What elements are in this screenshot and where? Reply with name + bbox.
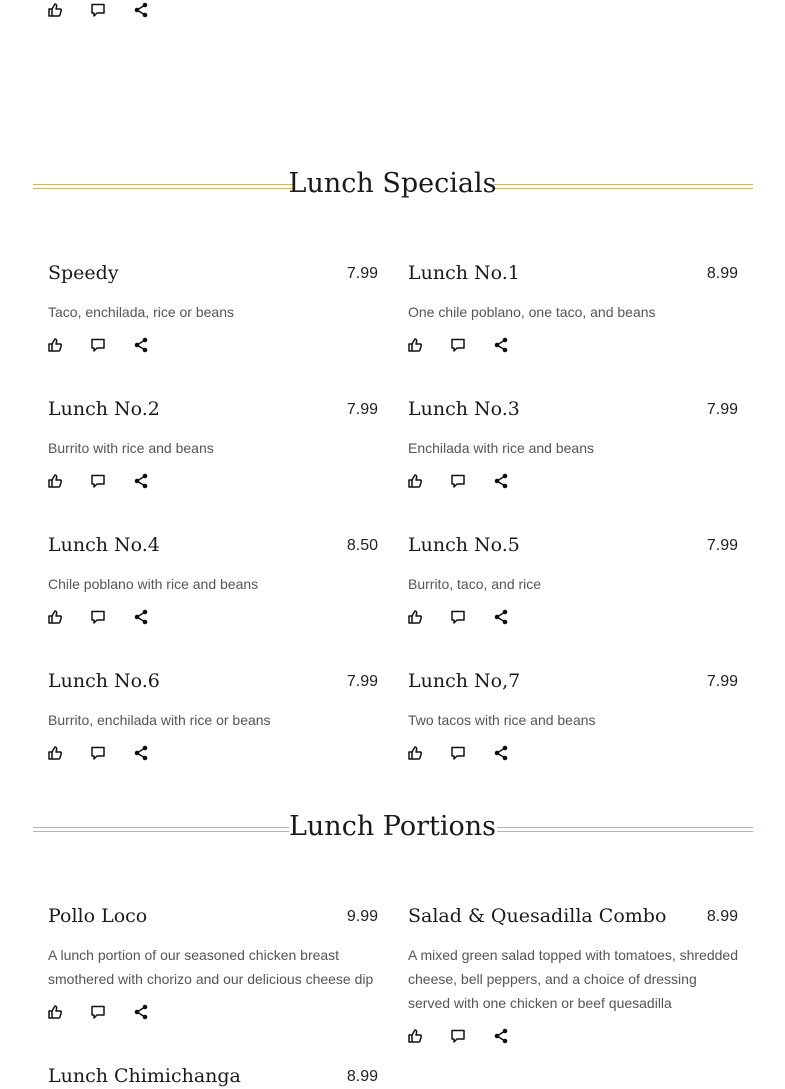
item-price: 8.99 (706, 265, 738, 282)
item-price: 7.99 (346, 265, 378, 282)
item-price: 7.99 (346, 401, 378, 418)
section-title: Lunch Portions (288, 811, 497, 842)
like-button[interactable] (405, 743, 425, 763)
item-description: A lunch portion of our seasoned chicken breast smothered with chorizo and our delicious cheese dip (48, 947, 374, 987)
item-price: 7.99 (346, 673, 378, 690)
item-actions (405, 471, 511, 491)
item-name: Lunch Chimichanga (48, 1065, 241, 1087)
thumbs-up-icon (407, 1028, 423, 1044)
share-icon (493, 473, 509, 489)
section-header-lunch-specials (0, 166, 785, 202)
share-button[interactable] (491, 471, 511, 491)
share-button[interactable] (491, 335, 511, 355)
like-button[interactable] (45, 335, 65, 355)
item-name: Lunch No.4 (48, 534, 160, 556)
share-button[interactable] (491, 607, 511, 627)
share-icon (493, 1028, 509, 1044)
comment-button[interactable] (88, 743, 108, 763)
share-icon (133, 337, 149, 353)
comment-icon (90, 2, 106, 18)
item-description: One chile poblano, one taco, and beans (408, 304, 656, 320)
item-price: 7.99 (706, 537, 738, 554)
comment-button[interactable] (88, 1002, 108, 1022)
like-button[interactable] (45, 607, 65, 627)
item-actions (405, 743, 511, 763)
thumbs-up-icon (407, 609, 423, 625)
share-button[interactable] (131, 335, 151, 355)
item-actions (405, 335, 511, 355)
comment-button[interactable] (448, 1026, 468, 1046)
item-actions (45, 607, 151, 627)
item-description: Burrito with rice and beans (48, 440, 214, 456)
section-header-lunch-portions (0, 809, 785, 845)
section-title: Lunch Specials (288, 168, 497, 199)
comment-icon (90, 609, 106, 625)
item-actions (45, 743, 151, 763)
comment-icon (450, 473, 466, 489)
thumbs-up-icon (407, 337, 423, 353)
share-button[interactable] (131, 1002, 151, 1022)
comment-button[interactable] (88, 335, 108, 355)
thumbs-up-icon (407, 473, 423, 489)
item-name: Lunch No.2 (48, 398, 160, 420)
item-name: Lunch No.3 (408, 398, 520, 420)
thumbs-up-icon (47, 473, 63, 489)
share-button[interactable] (491, 1026, 511, 1046)
comment-icon (450, 745, 466, 761)
comment-button[interactable] (448, 607, 468, 627)
share-button[interactable] (491, 743, 511, 763)
share-icon (133, 2, 149, 18)
thumbs-up-icon (47, 2, 63, 18)
comment-icon (90, 337, 106, 353)
item-description: Enchilada with rice and beans (408, 440, 595, 456)
like-button[interactable] (405, 335, 425, 355)
item-price: 8.99 (706, 908, 738, 925)
item-price: 7.99 (706, 673, 738, 690)
item-actions (45, 335, 151, 355)
item-price: 8.99 (346, 1068, 378, 1085)
like-button[interactable] (45, 0, 65, 20)
comment-button[interactable] (448, 471, 468, 491)
comment-icon (90, 745, 106, 761)
share-icon (133, 473, 149, 489)
item-description: Chile poblano with rice and beans (48, 576, 259, 592)
item-description: Burrito, taco, and rice (408, 576, 542, 592)
like-button[interactable] (45, 743, 65, 763)
like-button[interactable] (405, 1026, 425, 1046)
item-actions (405, 1026, 511, 1046)
thumbs-up-icon (407, 745, 423, 761)
thumbs-up-icon (47, 337, 63, 353)
item-actions-top (45, 0, 151, 20)
item-name: Pollo Loco (48, 905, 148, 927)
comment-icon (450, 609, 466, 625)
item-name: Speedy (48, 262, 119, 284)
share-icon (133, 609, 149, 625)
item-actions (45, 471, 151, 491)
item-name: Lunch No,7 (408, 670, 521, 692)
like-button[interactable] (405, 607, 425, 627)
item-name: Lunch No.6 (48, 670, 160, 692)
item-price: 7.99 (706, 401, 738, 418)
share-button[interactable] (131, 743, 151, 763)
item-name: Lunch No.1 (408, 262, 520, 284)
item-description: Burrito, enchilada with rice or beans (48, 712, 271, 728)
comment-icon (450, 337, 466, 353)
item-name: Lunch No.5 (408, 534, 520, 556)
thumbs-up-icon (47, 609, 63, 625)
share-button[interactable] (131, 0, 151, 20)
item-price: 9.99 (346, 908, 378, 925)
item-actions (405, 607, 511, 627)
item-description: Two tacos with rice and beans (408, 712, 596, 728)
comment-icon (90, 1004, 106, 1020)
comment-icon (450, 1028, 466, 1044)
share-button[interactable] (131, 471, 151, 491)
comment-button[interactable] (88, 0, 108, 20)
thumbs-up-icon (47, 1004, 63, 1020)
item-name: Salad & Quesadilla Combo (408, 905, 667, 927)
comment-button[interactable] (88, 607, 108, 627)
item-price: 8.50 (346, 537, 378, 554)
comment-button[interactable] (88, 471, 108, 491)
like-button[interactable] (45, 1002, 65, 1022)
item-actions (45, 1002, 151, 1022)
like-button[interactable] (45, 471, 65, 491)
item-description: A mixed green salad topped with tomatoes, shredded cheese, bell peppers, and a choice of dressing served with one chicken or beef quesadilla (408, 947, 738, 1011)
share-icon (133, 1004, 149, 1020)
share-button[interactable] (131, 607, 151, 627)
thumbs-up-icon (47, 745, 63, 761)
share-icon (493, 337, 509, 353)
comment-button[interactable] (448, 335, 468, 355)
share-icon (493, 745, 509, 761)
share-icon (493, 609, 509, 625)
comment-icon (90, 473, 106, 489)
share-icon (133, 745, 149, 761)
item-description: Taco, enchilada, rice or beans (48, 304, 234, 320)
comment-button[interactable] (448, 743, 468, 763)
like-button[interactable] (405, 471, 425, 491)
